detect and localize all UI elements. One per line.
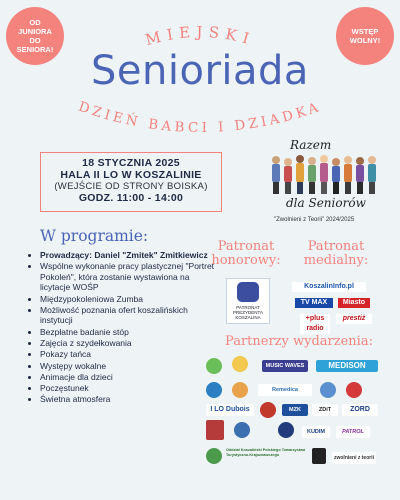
koszalininfo-logo: KoszalinInfo.pl — [292, 282, 366, 292]
pttk-emblem-icon — [206, 448, 222, 464]
list-item: • Międzypokoleniowa Zumba — [40, 294, 220, 305]
partner-blue-circle-logo — [206, 382, 222, 398]
plus-radio-logo: +plus radio — [300, 314, 330, 334]
campaign-note: "Zwolnieni z Teorii" 2024/2025 — [274, 217, 355, 223]
mayor-patronage-logo — [226, 278, 270, 324]
mzk-logo: MZK — [282, 404, 308, 416]
program-list — [30, 250, 220, 406]
zord-logo: ZORD — [342, 404, 378, 416]
partner-shield-logo — [206, 420, 224, 440]
event-date: 18 STYCZNIA 2025 — [82, 157, 180, 169]
partner-navy-logo — [278, 422, 294, 438]
campaign-bottom-text: dla Seniorów — [286, 196, 366, 210]
media-patronage-heading: Patronat medialny: — [303, 239, 369, 268]
music-waves-logo: MUSIC WAVES — [262, 360, 308, 372]
kudim-logo: KUDIM — [302, 426, 330, 438]
program-heading: W programie: — [40, 227, 149, 245]
miasto-logo: Miasto — [338, 298, 370, 308]
tvmax-logo: TV MAX — [295, 298, 333, 308]
list-item: • Występy wokalne — [40, 361, 220, 372]
mayor-patronage-text: PATRONAT PREZYDENTA KOSZALINA — [233, 305, 263, 320]
partner-yellow-logo — [232, 356, 248, 372]
pttk-logo: Oddział Koszaliński Polskiego Towarzystwa Turystyczno-Krajoznawczego — [226, 448, 306, 457]
event-info-box — [40, 152, 222, 212]
partner-chart-logo — [320, 382, 336, 398]
header-top-text: MIEJSKI — [143, 22, 257, 50]
svg-text:MIEJSKI — [143, 23, 256, 49]
event-place: HALA II LO W KOSZALINIE — [60, 169, 202, 181]
list-item: • Prowadzący: Daniel "Zmitek" Zmitkiewicz — [40, 250, 220, 261]
list-item: • Poczęstunek — [40, 383, 220, 394]
page-title: Senioriada — [91, 48, 309, 94]
partner-red-circle-logo — [260, 402, 276, 418]
badge-junior-senior-text: OD JUNIORA DO SENIORA! — [16, 18, 54, 54]
list-item: • Świetna atmosfera — [40, 394, 220, 405]
header-subtitle: DZIEŃ BABCI I DZIADKA — [76, 98, 324, 137]
honorary-patronage-heading: Patronat honorowy: — [211, 239, 281, 268]
list-item: • Wspólne wykonanie pracy plastycznej "Portret Pokoleń", która zostanie wystawiona na licytacje WOŚP — [40, 261, 220, 293]
badge-free-entry-text: WSTĘP WOLNY! — [349, 27, 381, 45]
campaign-top-text: Razem — [290, 138, 332, 152]
list-item: • Możliwość poznania ofert koszalińskich instytucji — [40, 305, 220, 326]
partner-dark-logo — [312, 448, 326, 464]
city-emblem-icon — [237, 282, 259, 302]
zdit-logo: ZDiT — [312, 404, 338, 416]
patrol-logo: PATROL — [336, 426, 370, 438]
medison-logo: MEDISON — [316, 360, 378, 372]
partners-heading: Partnerzy wydarzenia: — [225, 334, 373, 349]
partner-blue-logo — [234, 422, 250, 438]
dubois-logo: I LO Dubois — [206, 404, 254, 416]
event-entry: (WEJŚCIE OD STRONY BOISKA) — [54, 181, 208, 192]
event-hours: GODZ. 11:00 - 14:00 — [78, 192, 184, 204]
people-illustration — [268, 152, 384, 196]
svg-text:DZIEŃ BABCI I DZIADKA — [76, 99, 323, 136]
partner-green-circle-logo — [206, 358, 222, 374]
list-item: • Bezpłatne badanie stóp — [40, 327, 220, 338]
prestiz-logo: prestiż — [336, 314, 372, 324]
zwolnieni-logo: zwolnieni z teorii — [332, 452, 376, 464]
list-item: • Zajęcia z szydełkowania — [40, 338, 220, 349]
partner-orange-logo — [232, 382, 248, 398]
partner-red-logo — [346, 382, 362, 398]
remedica-logo: Remedica — [258, 384, 312, 396]
list-item: • Animacje dla dzieci — [40, 372, 220, 383]
list-item: • Pokazy tańca — [40, 349, 220, 360]
